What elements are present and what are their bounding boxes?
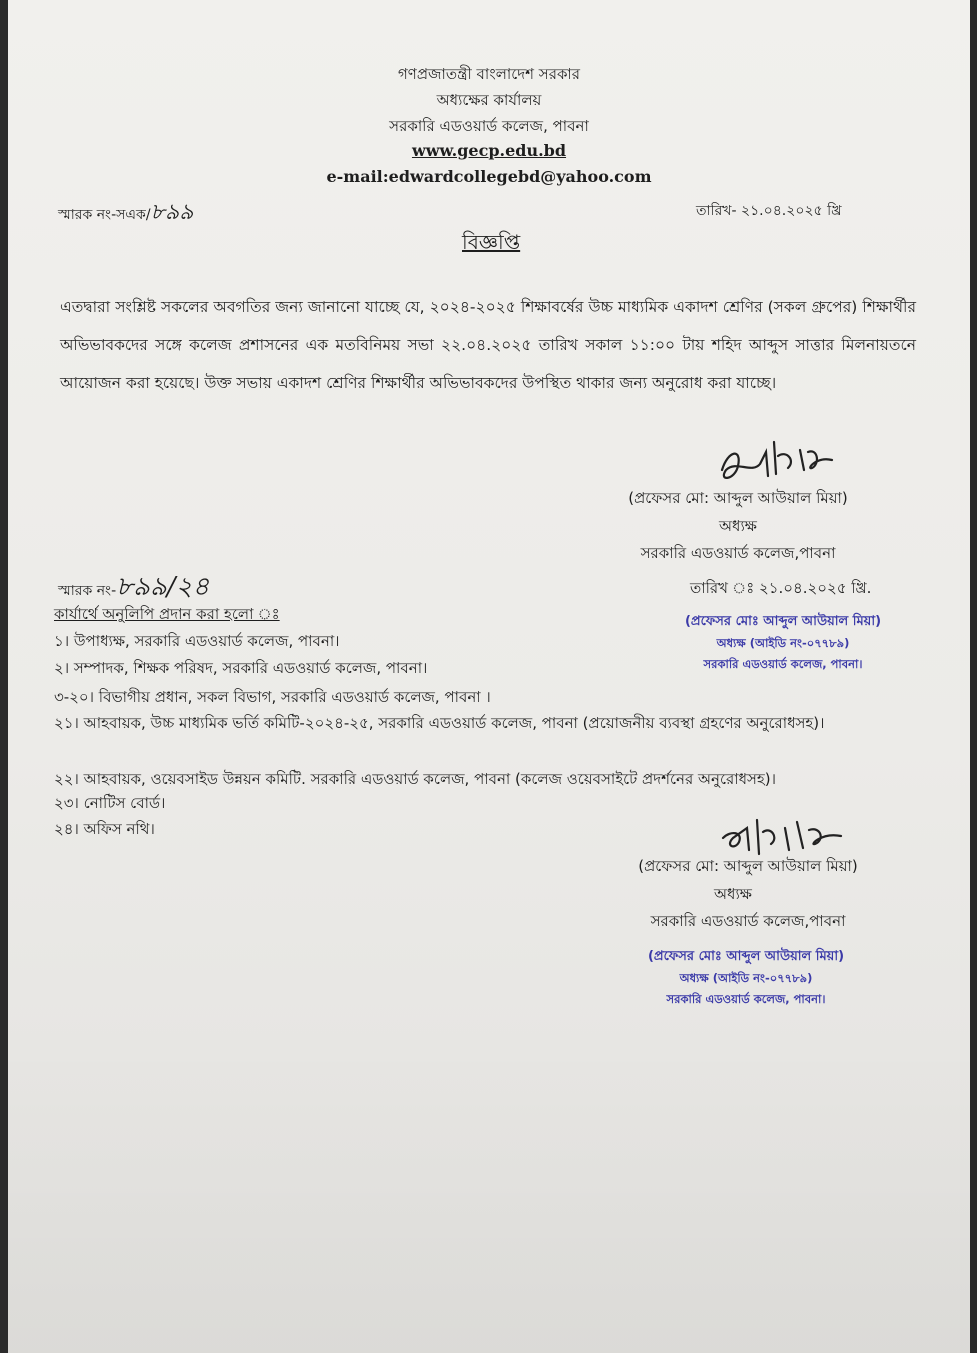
recipient-item: ৩-২০। বিভাগীয় প্রধান, সকল বিভাগ, সরকারি এডওয়ার্ড কলেজ, পাবনা । (54, 688, 491, 706)
stamp-name: (প্রফেসর মোঃ আব্দুল আউয়াল মিয়া) (684, 614, 882, 629)
copy-heading: কার্যার্থে অনুলিপি প্রদান করা হলো ঃ (54, 605, 280, 623)
recipient-item: ১। উপাধ্যক্ষ, সরকারি এডওয়ার্ড কলেজ, পাবনা। (54, 632, 340, 650)
memo-ref-label: স্মারক নং-সএক/ (58, 207, 151, 223)
stamp-name-copy: (প্রফেসর মোঃ আব্দুল আউয়াল মিয়া) (647, 949, 845, 964)
signatory-designation: অধ্যক্ষ (719, 517, 757, 535)
college-title: সরকারি এডওয়ার্ড কলেজ, পাবনা (389, 117, 589, 135)
recipient-item: ২১। আহবায়ক, উচ্চ মাধ্যমিক ভর্তি কমিটি-২০২৪-২৫, সরকারি এডওয়ার্ড কলেজ, পাবনা (প্রয়োজনীয় ব্যবস্থা গ্রহণের অনুরোধসহ)। (54, 714, 825, 732)
copy-memo-ref-number: ৮৯৯/২৪ (116, 572, 210, 602)
signatory-college: সরকারি এডওয়ার্ড কলেজ,পাবনা (640, 544, 836, 562)
memo-ref-number: ৮৯৯ (150, 200, 194, 225)
memo-date: তারিখ- ২১.০৪.২০২৫ খ্রি (696, 203, 842, 219)
signatory-designation-copy: অধ্যক্ষ (714, 885, 752, 903)
stamp-designation-copy: অধ্যক্ষ (আইডি নং-০৭৭৮৯) (679, 971, 813, 985)
stamp-college-copy: সরকারি এডওয়ার্ড কলেজ, পাবনা। (666, 992, 826, 1006)
notice-title: বিজ্ঞপ্তি (462, 230, 521, 254)
recipient-item: ২২। আহবায়ক, ওয়েবসাইড উন্নয়ন কমিটি. সরকারি এডওয়ার্ড কলেজ, পাবনা (কলেজ ওয়েবসাইটে প্রদর্শনের অনুরোধসহ)। (54, 770, 776, 788)
recipient-item: ২৩। নোটিস বোর্ড। (54, 794, 166, 812)
recipient-item: ২। সম্পাদক, শিক্ষক পরিষদ, সরকারি এডওয়ার্ড কলেজ, পাবনা। (54, 659, 428, 677)
stamp-college: সরকারি এডওয়ার্ড কলেজ, পাবনা। (703, 657, 863, 671)
email-address[interactable]: e-mail:edwardcollegebd@yahoo.com (326, 167, 652, 186)
signatory-name: (প্রফেসর মো: আব্দুল আউয়াল মিয়া) (628, 489, 848, 507)
office-title: অধ্যক্ষের কার্যালয় (436, 91, 542, 109)
government-title: গণপ্রজাতন্ত্রী বাংলাদেশ সরকার (397, 65, 581, 83)
notice-body: এতদ্বারা সংশ্লিষ্ট সকলের অবগতির জন্য জানানো যাচ্ছে যে, ২০২৪-২০২৫ শিক্ষাবর্ষের উচ্চ মাধ্যমিক একাদশ শ্রেণির (সকল গ্রুপের) শিক্ষার্থীর অভিভাবকদের সঙ্গে কলেজ প্রশাসনের এক মতবিনিময় সভা ২২.০৪.২০২৫ তারিখ সকাল ১১:০০ টায় শহিদ আব্দুস সাত্তার মিলনায়তনে আয়োজন করা হয়েছে। উক্ত সভায় একাদশ শ্রেণির শিক্ষার্থীর অভিভাবকদের উপস্থিত থাকার জন্য অনুরোধ করা যাচ্ছে। (60, 298, 916, 392)
notice-document (8, 0, 970, 1353)
principal-stamp-copy (626, 947, 866, 1010)
copy-memo-ref-label: স্মারক নং- (58, 583, 117, 599)
recipient-item: ২৪। অফিস নথি। (54, 820, 155, 838)
copy-memo-date: তারিখ ঃ ২১.০৪.২০২৫ খ্রি. (690, 579, 872, 597)
signatory-name-copy: (প্রফেসর মো: আব্দুল আউয়াল মিয়া) (638, 857, 858, 875)
principal-stamp (668, 612, 898, 675)
stamp-designation: অধ্যক্ষ (আইডি নং-০৭৭৮৯) (716, 636, 850, 650)
memo-ref (58, 195, 193, 232)
signatory-college-copy: সরকারি এডওয়ার্ড কলেজ,পাবনা (650, 912, 846, 930)
website-link[interactable]: www.gecp.edu.bd (411, 141, 567, 160)
